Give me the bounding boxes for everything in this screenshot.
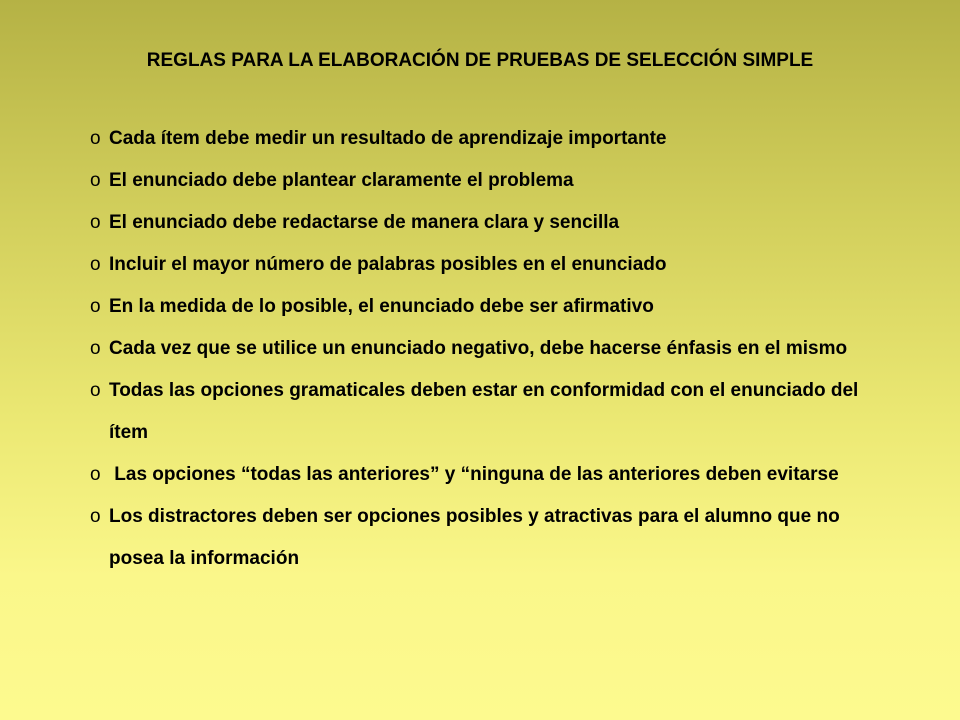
list-item xyxy=(90,160,870,202)
bullet-icon: o xyxy=(90,506,101,527)
rule-text: El enunciado debe plantear claramente el problema xyxy=(109,170,574,191)
rule-text: En la medida de lo posible, el enunciado debe ser afirmativo xyxy=(109,296,654,317)
list-item xyxy=(90,202,870,244)
rule-text: Cada vez que se utilice un enunciado negativo, debe hacerse énfasis en el mismo xyxy=(109,338,848,359)
bullet-icon: o xyxy=(90,296,101,317)
list-item xyxy=(90,118,870,160)
list-item xyxy=(90,286,870,328)
rule-text: Todas las opciones gramaticales deben estar en conformidad con el enunciado del ítem xyxy=(109,380,864,443)
list-item xyxy=(90,496,870,580)
list-item xyxy=(90,328,870,370)
bullet-icon: o xyxy=(90,128,101,149)
list-item xyxy=(90,370,870,454)
rule-text: Incluir el mayor número de palabras posibles en el enunciado xyxy=(109,254,667,275)
list-item xyxy=(90,244,870,286)
bullet-icon: o xyxy=(90,170,101,191)
rule-text: Cada ítem debe medir un resultado de aprendizaje importante xyxy=(109,128,667,149)
bullet-icon: o xyxy=(90,380,101,401)
rule-text: Los distractores deben ser opciones posibles y atractivas para el alumno que no posea la información xyxy=(109,506,845,569)
rules-list xyxy=(90,118,870,580)
rule-text: El enunciado debe redactarse de manera clara y sencilla xyxy=(109,212,620,233)
bullet-icon: o xyxy=(90,338,101,359)
slide-title: REGLAS PARA LA ELABORACIÓN DE PRUEBAS DE SELECCIÓN SIMPLE xyxy=(146,50,814,71)
bullet-icon: o xyxy=(90,254,101,275)
bullet-icon: o xyxy=(90,464,101,485)
list-item xyxy=(90,454,870,496)
bullet-icon: o xyxy=(90,212,101,233)
rule-text: Las opciones “todas las anteriores” y “ninguna de las anteriores deben evitarse xyxy=(109,464,839,485)
